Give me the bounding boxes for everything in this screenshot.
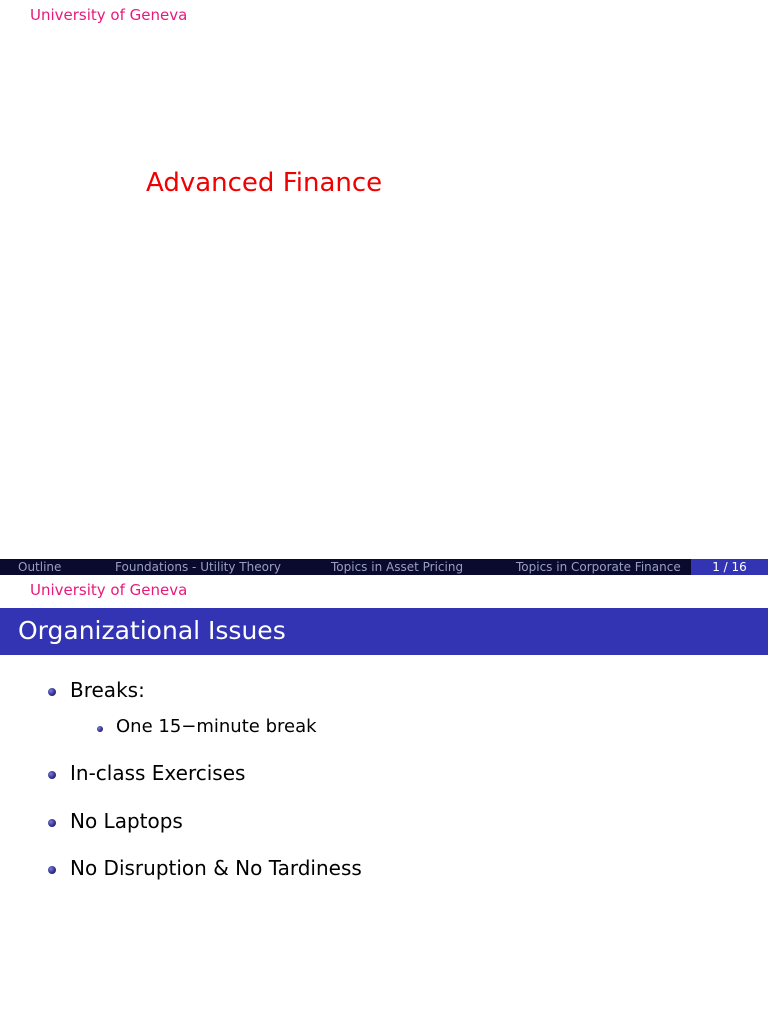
presentation-title: Advanced Finance [146, 168, 383, 198]
institution-label: University of Geneva [30, 6, 188, 24]
bullet-icon [48, 688, 56, 696]
bullet-item: In-class Exercises [70, 761, 246, 785]
nav-item-asset-pricing[interactable]: Topics in Asset Pricing [331, 560, 464, 574]
institution-label: University of Geneva [30, 581, 188, 599]
nav-item-outline[interactable]: Outline [18, 560, 62, 574]
slide-title-bar [0, 608, 768, 655]
bullet-icon [48, 819, 56, 827]
navigation-bar [0, 559, 768, 575]
page-number: 1 / 16 [691, 559, 768, 575]
nav-item-corporate-finance[interactable]: Topics in Corporate Finance [516, 560, 681, 574]
sub-bullet-item: One 15−minute break [116, 716, 317, 737]
sub-bullet-icon [97, 726, 103, 732]
slide-title: Organizational Issues [18, 616, 286, 645]
nav-item-foundations[interactable]: Foundations - Utility Theory [115, 560, 282, 574]
bullet-item: Breaks: [70, 678, 145, 702]
bullet-item: No Laptops [70, 809, 183, 833]
bullet-icon [48, 866, 56, 874]
bullet-item: No Disruption & No Tardiness [70, 856, 362, 880]
bullet-icon [48, 771, 56, 779]
